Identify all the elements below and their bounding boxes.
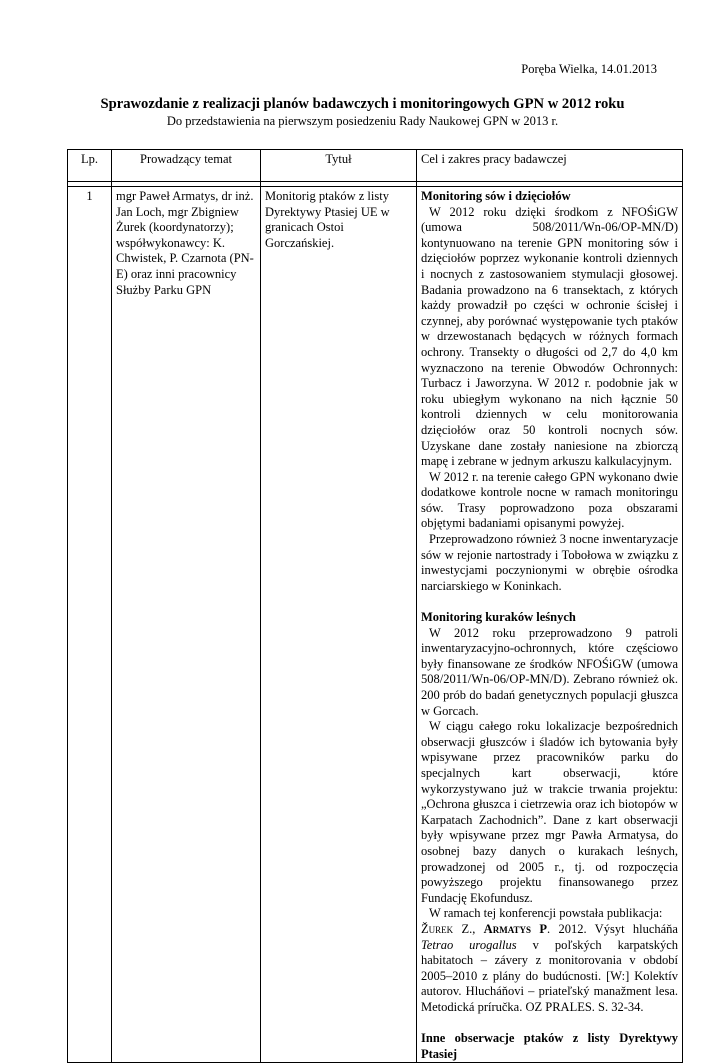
document-subtitle: Do przedstawienia na pierwszym posiedzeniu Rady Naukowej GPN w 2013 r. (166, 114, 559, 128)
research-table (67, 149, 683, 1063)
section-heading-grouse: Monitoring kuraków leśnych (421, 610, 576, 625)
pub-mid: . 2012. Výsyt hlucháňa (547, 921, 678, 936)
paragraph: W ciągu całego roku lokalizacje bezpośrednich obserwacji głuszców i śladów ich bytowania były wpisywane przez pracowników parku do specjalnych kart obserwacji, które wykorzystywano już w trakcie trwania projektu: „Ochrona głuszca i cietrzewia oraz ich biotopów w Karpatach Zachodnich”. Dane z kart obserwacji były wpisywane przez mgr Pawła Armatysa, do osobnej bazy danych o kurakach leśnych, prowadzonej od 2005 r., tj. od rozpoczęcia powyższego projektu finansowanego przez Fundację Ekofundusz. (421, 719, 678, 905)
paragraph: Przeprowadzono również 3 nocne inwentaryzacje sów w rejonie nartostrady i Tobołowa w związku z inwestycjami poczynionymi w obrębie ośrodka narciarskiego w Koninkach. (421, 532, 678, 593)
column-header-lp: Lp. (68, 150, 112, 182)
publication-reference (421, 922, 678, 1016)
column-header-title: Tytuł (261, 150, 417, 182)
row-scope (417, 187, 683, 1063)
document-date: Poręba Wielka, 14.01.2013 (521, 62, 657, 76)
pub-rest: v poľských karpatských habitatoch – závery z monitorovania v období 2005–2010 z plány do budúcnosti. [W:] Kolektív autorov. Hlucháňovi – priateľský manažment lesa. Metodická príručka. OZ PRALES. S. 32-34. (421, 937, 678, 1014)
table-row (68, 187, 683, 1063)
column-header-scope: Cel i zakres pracy badawczej (417, 150, 683, 182)
paragraph: W 2012 r. na terenie całego GPN wykonano dwie dodatkowe kontrole nocne w ramach monitoringu sów. Trasy poprowadzono poza obszarami objętymi badaniami opisanymi powyżej. (421, 469, 678, 531)
pub-species: Tetrao urogallus (421, 937, 517, 952)
row-title: Monitorig ptaków z listy Dyrektywy Ptasiej UE w granicach Ostoi Gorczańskiej. (261, 187, 417, 1063)
pub-author-1: Žurek Z., (421, 921, 484, 936)
paragraph: W 2012 roku dzięki środkom z NFOŚiGW (umowa 508/2011/Wn-06/OP-MN/D) kontynuowano na terenie GPN monitoring sów i dzięciołów poprzez wykonanie kontroli dziennych i nocnych z zastosowaniem stymulacji głosowej. Badania prowadzono na 6 transektach, z których każdy prowadził po części w ochronie ścisłej i czynnej, aby porównać występowanie tych ptaków w drzewostanach będących w różnych formach ochrony. Transekty o długości od 2,7 do 4,0 km wyznaczono na terenie Obwodów Ochronnych: Turbacz i Jaworzyna. W 2012 r. podobnie jak w roku ubiegłym wykonano na nich łącznie 50 kontroli dziennych w celu monitorowania dzięciołów oraz 50 kontroli nocnych sów. Uzyskane dane zostały naniesione na zbiorczą mapę i zebrane w jednym arkuszu kalkulacyjnym. (421, 204, 678, 469)
row-lead: mgr Paweł Armatys, dr inż. Jan Loch, mgr Zbigniew Żurek (koordynatorzy); współwykonawcy: K. Chwistek, P. Czarnota (PN-E) oraz inni pracownicy Służby Parku GPN (112, 187, 261, 1063)
paragraph: W 2012 roku przeprowadzono 9 patroli inwentaryzacyjno-ochronnych, które częściowo były finansowane ze środków NFOŚiGW (umowa 508/2011/Wn-06/OP-MN/D). Zebrano również ok. 200 prób do badań genetycznych populacji głuszca w Gorcach. (421, 625, 678, 718)
document-title: Sprawozdanie z realizacji planów badawczych i monitoringowych GPN w 2012 roku (100, 96, 625, 112)
column-header-lead: Prowadzący temat (112, 150, 261, 182)
row-number: 1 (68, 187, 112, 1063)
paragraph: W ramach tej konferencji powstała publikacja: (429, 906, 663, 921)
section-heading-owls-woodpeckers: Monitoring sów i dzięciołów (421, 189, 571, 203)
table-header-row (68, 150, 683, 182)
pub-author-2: Armatys P (483, 921, 547, 936)
section-heading-other-birds: Inne obserwacje ptaków z listy Dyrektywy Ptasiej (421, 1031, 678, 1061)
